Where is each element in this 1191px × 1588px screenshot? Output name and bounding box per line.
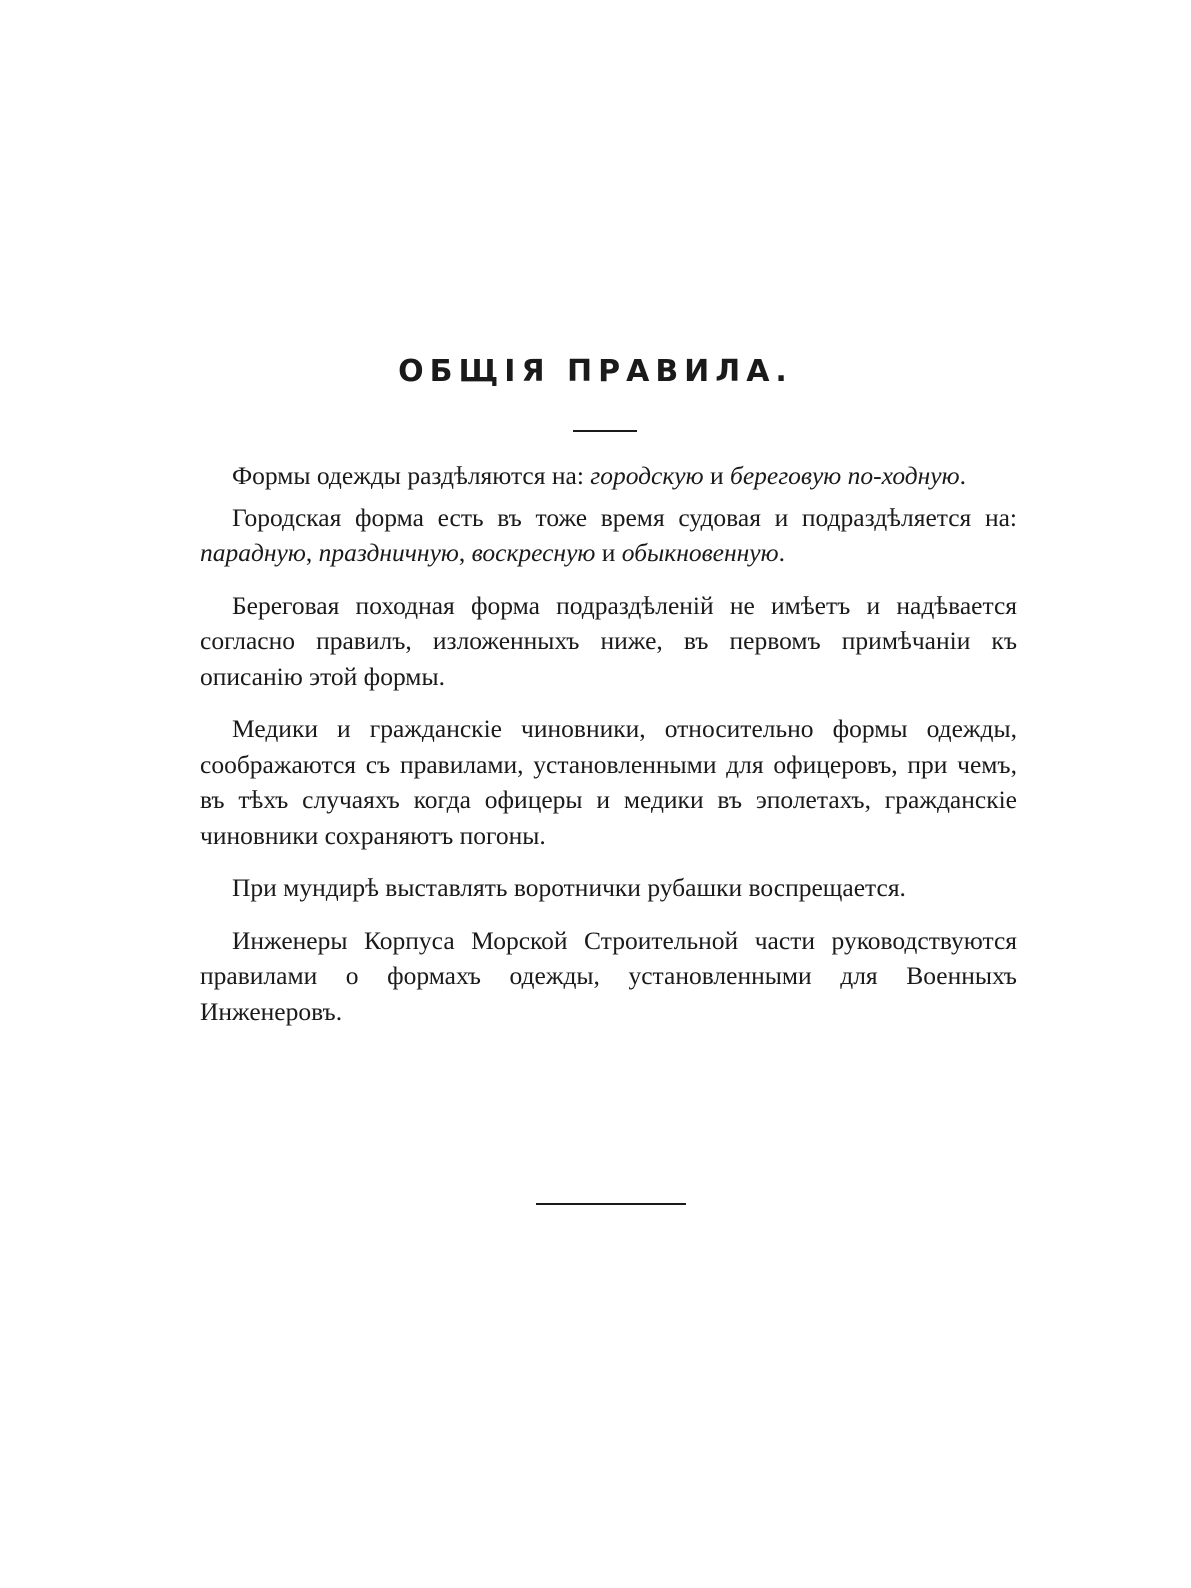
p1-end: . [959, 461, 966, 490]
paragraph-medics-officials: Медики и гражданскіе чиновники, относительно формы одежды, соображаются съ правилами, установленными для офицеровъ, при чемъ, въ тѣхъ случаяхъ когда офицеры и медики въ эполетахъ, гражданскіе чиновники сохраняютъ погоны. [200, 714, 1017, 850]
p2-comma-2: , [458, 538, 472, 567]
p1-text: Формы одежды раздѣляются на: [232, 461, 591, 490]
p1-shore: береговую по-ходную [730, 461, 960, 490]
title-rule [573, 430, 637, 432]
p2-holiday: праздничную [318, 538, 459, 567]
paragraph-city-uniform [200, 500, 1017, 571]
p2-comma-1: , [305, 538, 319, 567]
paragraph-uniform-types [200, 458, 1017, 494]
p2-and: и [595, 538, 622, 567]
body-text [200, 458, 1017, 1046]
p2-text: Городская форма есть въ тоже время судовая и подраздѣляется на: [232, 502, 1017, 532]
p1-and: и [703, 461, 731, 490]
p2-ordinary: обыкновенную [621, 538, 779, 567]
page-title: ОБЩІЯ ПРАВИЛА. [398, 354, 793, 389]
end-rule [536, 1203, 686, 1205]
p2-parade: парадную [200, 538, 306, 567]
p2-sunday: воскресную [471, 538, 596, 567]
paragraph-collars: При мундирѣ выставлять воротнички рубашки воспрещается. [232, 873, 906, 902]
paragraph-engineers: Инженеры Корпуса Морской Строительной части руководствуются правилами о формахъ одежды, установленными для Военныхъ Инженеровъ. [200, 925, 1017, 1026]
paragraph-shore-uniform: Береговая походная форма подраздѣленій не имѣетъ и надѣвается согласно правилъ, изложенныхъ ниже, въ первомъ примѣчаніи къ описанію этой формы. [200, 590, 1017, 691]
p2-end: . [778, 538, 785, 567]
p1-city: городскую [590, 461, 704, 490]
